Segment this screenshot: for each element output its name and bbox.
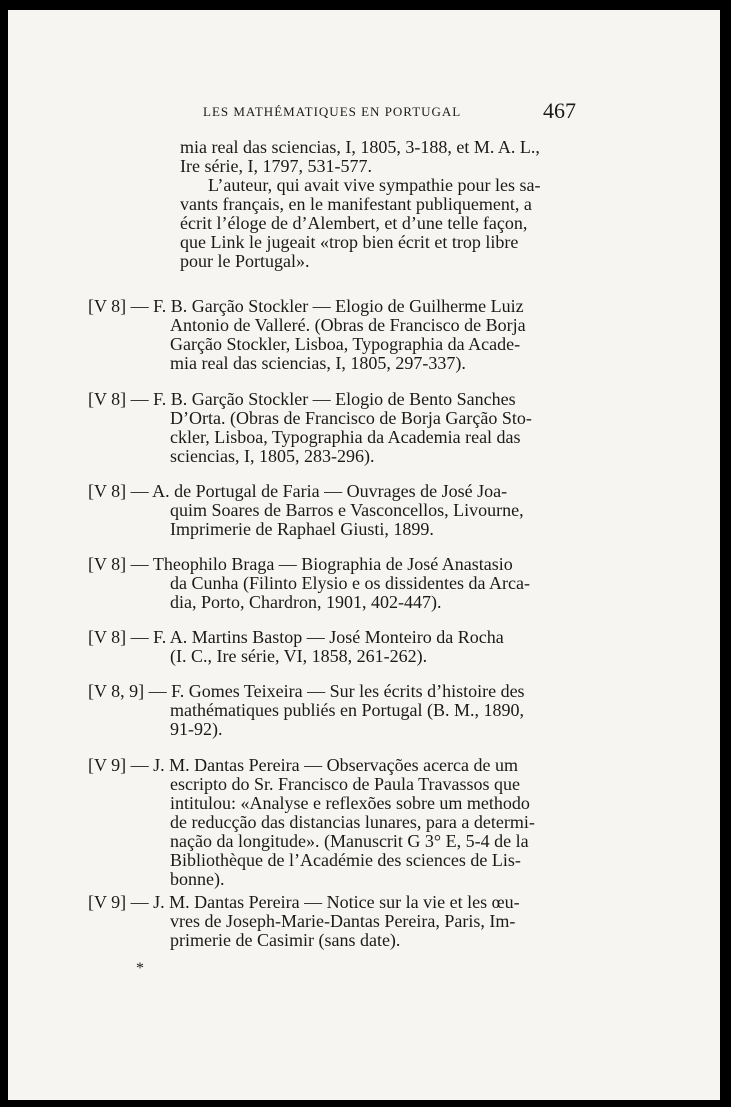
text-line: écrit l’éloge de d’Alembert, et d’une telle façon, xyxy=(180,213,528,233)
entry-line: D’Orta. (Obras de Francisco de Borja Garção Sto- xyxy=(170,408,532,428)
entry-line: 91-92). xyxy=(170,719,223,739)
bibliography-entry xyxy=(88,893,588,950)
entry-line: Bibliothèque de l’Académie des sciences de Lis- xyxy=(170,850,521,870)
entry-line: [V 8, 9] — F. Gomes Teixeira — Sur les écrits d’histoire des xyxy=(88,681,525,701)
entry-line: da Cunha (Filinto Elysio e os dissidentes da Arca- xyxy=(170,573,530,593)
entry-line: de reducção das distancias lunares, para a determi- xyxy=(170,812,535,832)
bibliography-entry xyxy=(88,555,588,612)
text-line: L’auteur, qui avait vive sympathie pour les sa- xyxy=(208,175,541,195)
bibliography-entry xyxy=(88,682,588,739)
entry-line: Imprimerie de Raphael Giusti, 1899. xyxy=(170,519,434,539)
entry-line: quim Soares de Barros e Vasconcellos, Livourne, xyxy=(170,500,524,520)
asterisk-mark: * xyxy=(136,960,144,977)
continuation-paragraph xyxy=(180,138,580,271)
entry-line: Garção Stockler, Lisboa, Typographia da Acade- xyxy=(170,334,521,354)
entry-line: [V 9] — J. M. Dantas Pereira — Observações acerca de um xyxy=(88,755,519,775)
entry-line: mia real das sciencias, I, 1805, 297-337). xyxy=(170,353,466,373)
text-line: mia real das sciencias, I, 1805, 3-188, et M. A. L., xyxy=(180,137,540,157)
text-line: vants français, en le manifestant publiquement, a xyxy=(180,194,532,214)
entry-line: dia, Porto, Chardron, 1901, 402-447). xyxy=(170,592,442,612)
entry-line: bonne). xyxy=(170,869,225,889)
text-line: pour le Portugal». xyxy=(180,251,310,271)
page xyxy=(8,10,720,1100)
text-line: Ire série, I, 1797, 531-577. xyxy=(180,156,372,176)
running-header: LES MATHÉMATIQUES EN PORTUGAL xyxy=(203,104,462,119)
entry-line: [V 8] — A. de Portugal de Faria — Ouvrages de José Joa- xyxy=(88,481,508,501)
entry-line: (I. C., Ire série, VI, 1858, 261-262). xyxy=(170,646,428,666)
entry-line: primerie de Casimir (sans date). xyxy=(170,930,401,950)
bibliography-entry xyxy=(88,390,588,466)
bibliography-entry xyxy=(88,628,588,666)
bibliography-entry xyxy=(88,482,588,539)
page-number: 467 xyxy=(543,98,576,123)
entry-line: vres de Joseph-Marie-Dantas Pereira, Paris, Im- xyxy=(170,911,516,931)
entry-line: [V 8] — F. B. Garção Stockler — Elogio de Guilherme Luiz xyxy=(88,296,524,316)
entry-line: [V 8] — Theophilo Braga — Biographia de José Anastasio xyxy=(88,554,513,574)
entry-line: ckler, Lisboa, Typographia da Academia real das xyxy=(170,427,521,447)
entry-line: intitulou: «Analyse e reflexões sobre um methodo xyxy=(170,793,530,813)
text-line: que Link le jugeait «trop bien écrit et trop libre xyxy=(180,232,519,252)
bibliography-entry xyxy=(88,297,588,373)
entry-line: [V 9] — J. M. Dantas Pereira — Notice sur la vie et les œu- xyxy=(88,892,520,912)
entry-line: mathématiques publiés en Portugal (B. M., 1890, xyxy=(170,700,524,720)
entry-line: [V 8] — F. A. Martins Bastop — José Monteiro da Rocha xyxy=(88,627,504,647)
entry-line: sciencias, I, 1805, 283-296). xyxy=(170,446,375,466)
entry-line: Antonio de Valleré. (Obras de Francisco de Borja xyxy=(170,315,526,335)
entry-line: escripto do Sr. Francisco de Paula Travassos que xyxy=(170,774,520,794)
entry-line: nação da longitude». (Manuscrit G 3° E, 5-4 de la xyxy=(170,831,529,851)
entry-line: [V 8] — F. B. Garção Stockler — Elogio de Bento Sanches xyxy=(88,389,516,409)
bibliography-entry xyxy=(88,756,588,889)
